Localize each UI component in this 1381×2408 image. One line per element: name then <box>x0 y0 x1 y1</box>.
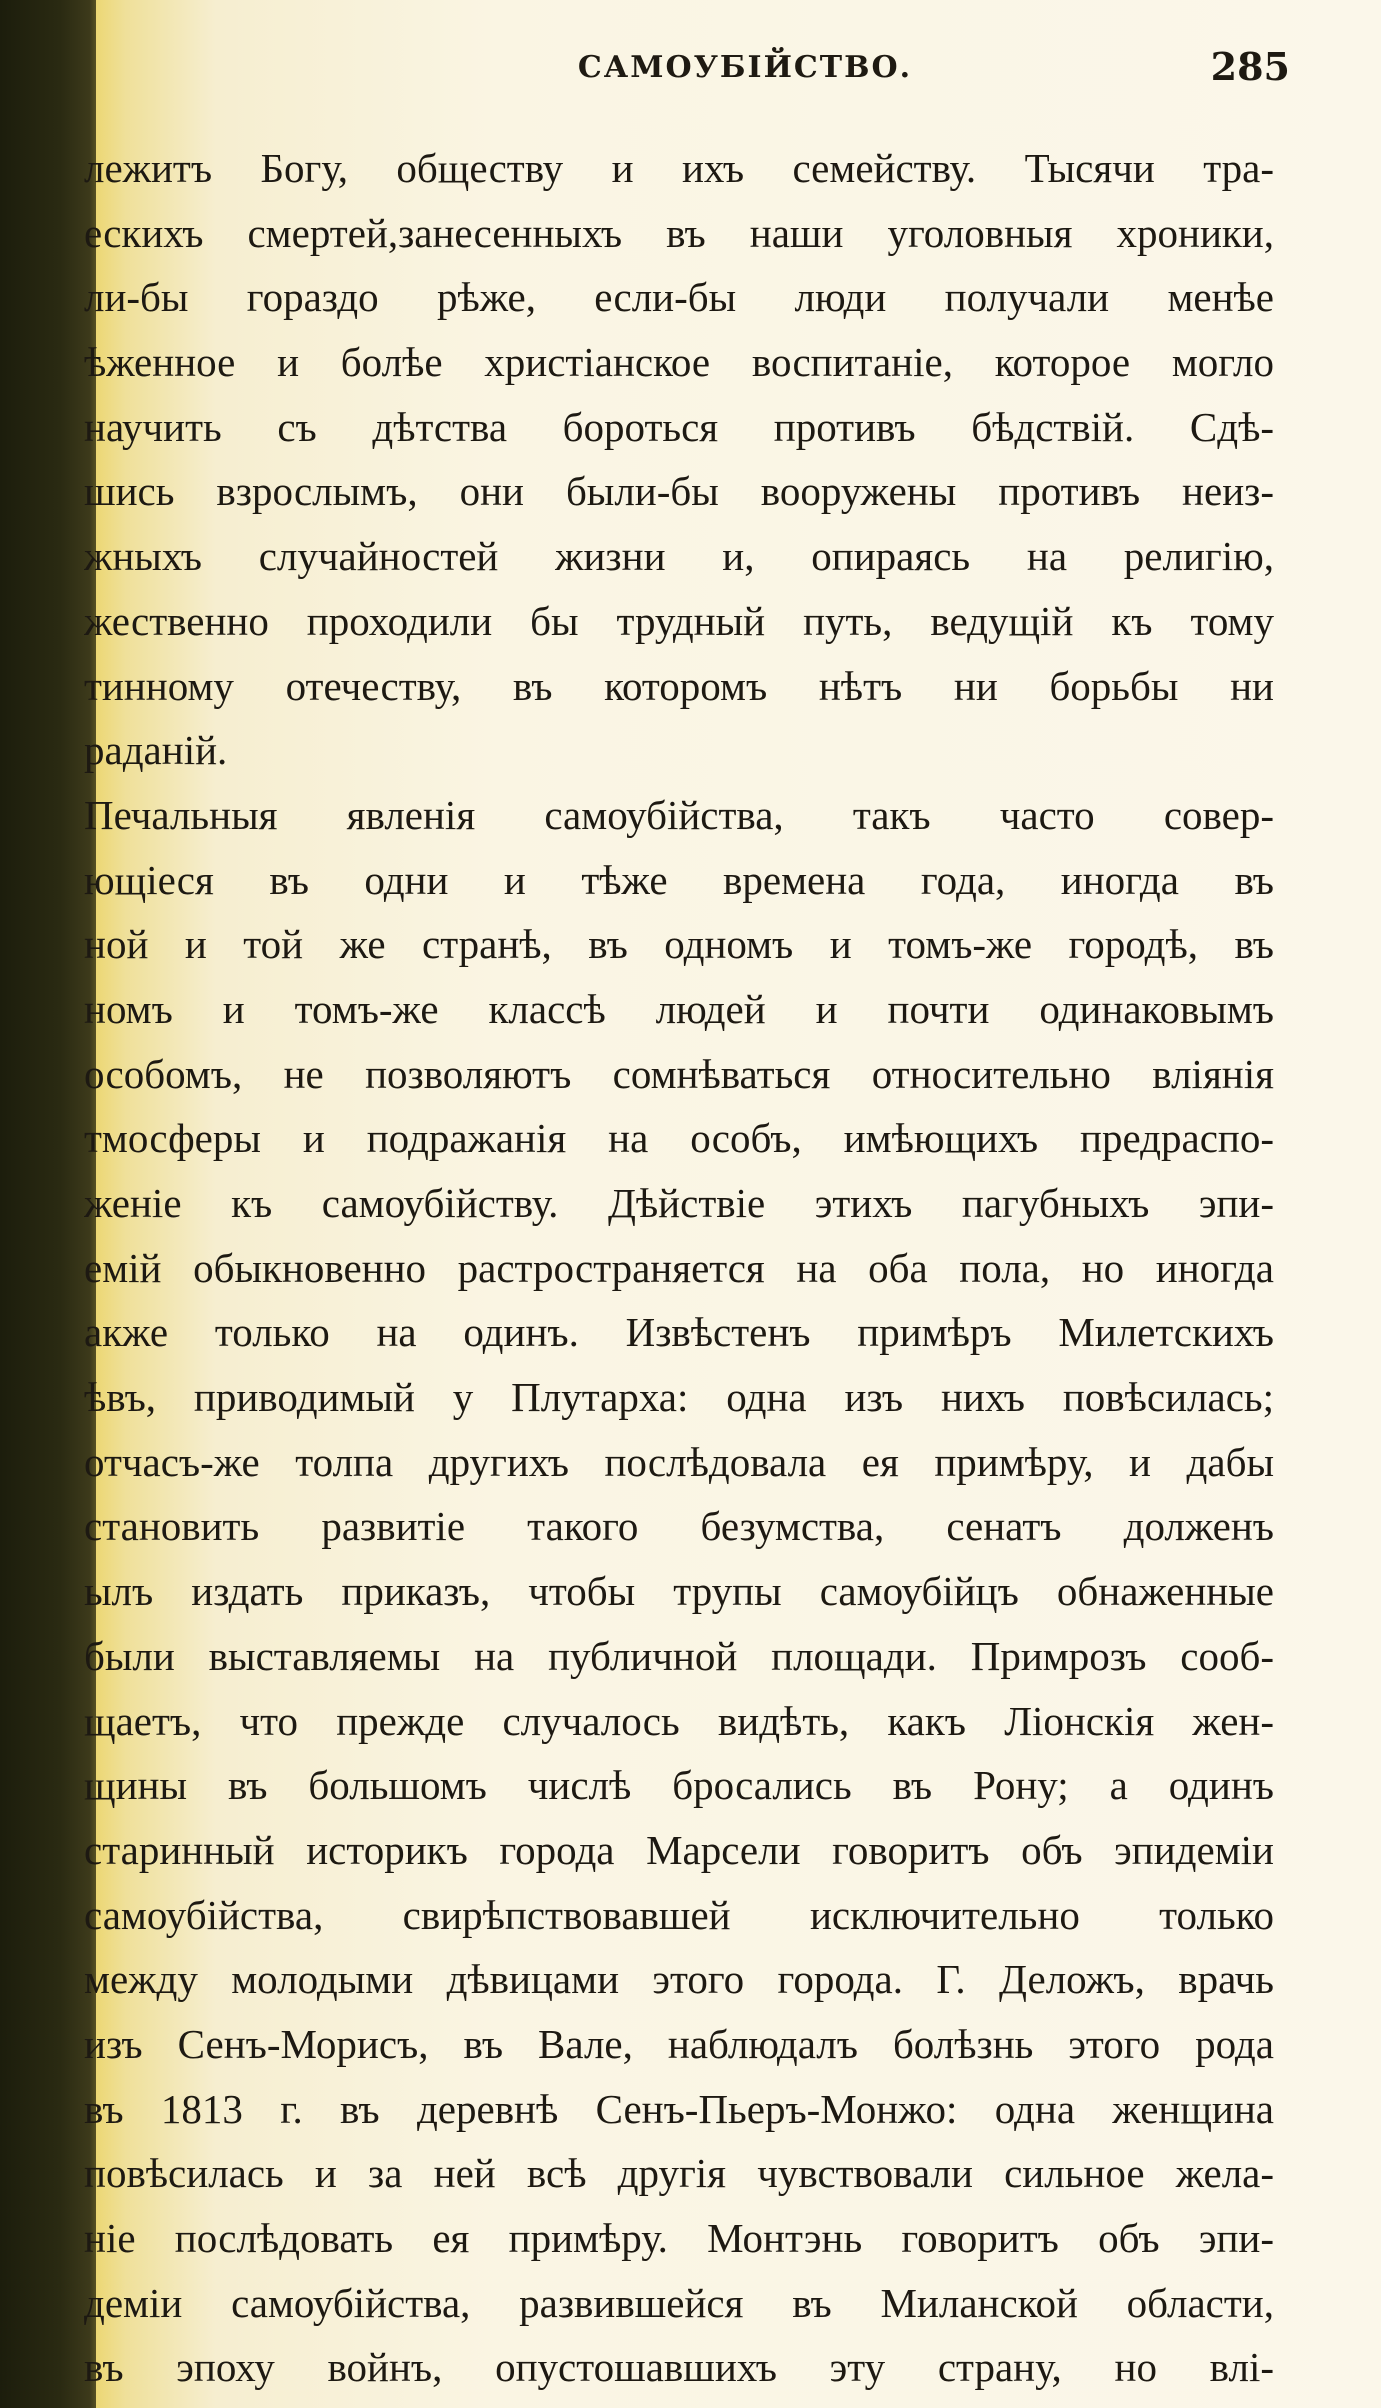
text-line: номъ и томъ-же классѣ людей и почти одинаковымъ <box>84 985 1274 1032</box>
text-line: акже только на одинъ. Извѣстенъ примѣръ Милетскихъ <box>84 1309 1274 1356</box>
text-line: ѣвъ, приводимый у Плутарха: одна изъ нихъ повѣсилась; <box>84 1374 1274 1421</box>
text-line: становить развитіе такого безумства, сенатъ долженъ <box>84 1503 1274 1550</box>
page-number: 285 <box>1210 44 1290 89</box>
text-line: шись взрослымъ, они были-бы вооружены противъ неиз- <box>84 468 1274 515</box>
text-line: женіе къ самоубійству. Дѣйствіе этихъ пагубныхъ эпи- <box>84 1180 1274 1226</box>
text-line: изъ Сенъ-Морисъ, въ Вале, наблюдалъ болѣзнь этого рода <box>84 2020 1274 2067</box>
text-line: щаетъ, что прежде случалось видѣть, какъ Ліонскія жен- <box>84 1697 1274 1744</box>
text-line: старинный историкъ города Марсели говоритъ объ эпидеміи <box>84 1826 1274 1873</box>
text-line: ѣженное и болѣе христіанское воспитаніе, которое могло <box>84 339 1274 386</box>
text-line: ли-бы гораздо рѣже, если-бы люди получали менѣе <box>84 274 1274 321</box>
text-line: самоубійства, свирѣпствовавшей исключительно только <box>84 1891 1274 1938</box>
paragraph-end-line: раданій. <box>84 727 228 774</box>
text-line: тмосферы и подражанія на особъ, имѣющихъ предраспо- <box>84 1115 1274 1162</box>
text-line: повѣсилась и за ней всѣ другія чувствовали сильное жела- <box>84 2150 1274 2197</box>
text-line: особомъ, не позволяютъ сомнѣваться относительно вліянія <box>84 1050 1274 1097</box>
text-line: между молодыми дѣвицами этого города. Г. Деложъ, врачь <box>84 1956 1274 2003</box>
text-line: лежитъ Богу, обществу и ихъ семейству. Тысячи тра- <box>84 145 1274 191</box>
body-text <box>84 136 1274 2400</box>
text-line: въ 1813 г. въ деревнѣ Сенъ-Пьеръ-Монжо: одна женщина <box>84 2085 1274 2132</box>
text-line: ющіеся въ одни и тѣже времена года, иногда въ <box>84 856 1274 903</box>
text-line: ескихъ смертей,занесенныхъ въ наши уголовныя хроники, <box>84 209 1274 256</box>
text-line: емій обыкновенно растространяется на оба пола, но иногда <box>84 1244 1274 1291</box>
paragraph-start-line: Печальныя явленія самоубійства, такъ часто совер- <box>84 791 1274 838</box>
text-line: тинному отечеству, въ которомъ нѣтъ ни борьбы ни <box>84 662 1274 709</box>
text-line: научить съ дѣтства бороться противъ бѣдствій. Сдѣ- <box>84 403 1274 450</box>
text-line: ылъ издать приказъ, чтобы трупы самоубійцъ обнаженные <box>84 1568 1274 1615</box>
text-line: жныхъ случайностей жизни и, опираясь на религію, <box>84 533 1274 580</box>
text-line: ной и той же странѣ, въ одномъ и томъ-же городѣ, въ <box>84 921 1274 968</box>
text-line: ніе послѣдовать ея примѣру. Монтэнь говоритъ объ эпи- <box>84 2215 1274 2261</box>
text-line: отчасъ-же толпа другихъ послѣдовала ея примѣру, и дабы <box>84 1438 1274 1485</box>
page-header <box>200 40 1290 100</box>
text-line: деміи самоубійства, развившейся въ Миланской области, <box>84 2279 1274 2326</box>
text-line: жественно проходили бы трудный путь, ведущій къ тому <box>84 597 1274 644</box>
text-line: щины въ большомъ числѣ бросались въ Рону; а одинъ <box>84 1762 1274 1809</box>
text-line: были выставляемы на публичной площади. Примрозъ сооб- <box>84 1632 1274 1679</box>
running-title: САМОУБІЙСТВО. <box>577 50 913 85</box>
text-line: въ эпоху войнъ, опустошавшихъ эту страну, но влі- <box>84 2344 1274 2391</box>
